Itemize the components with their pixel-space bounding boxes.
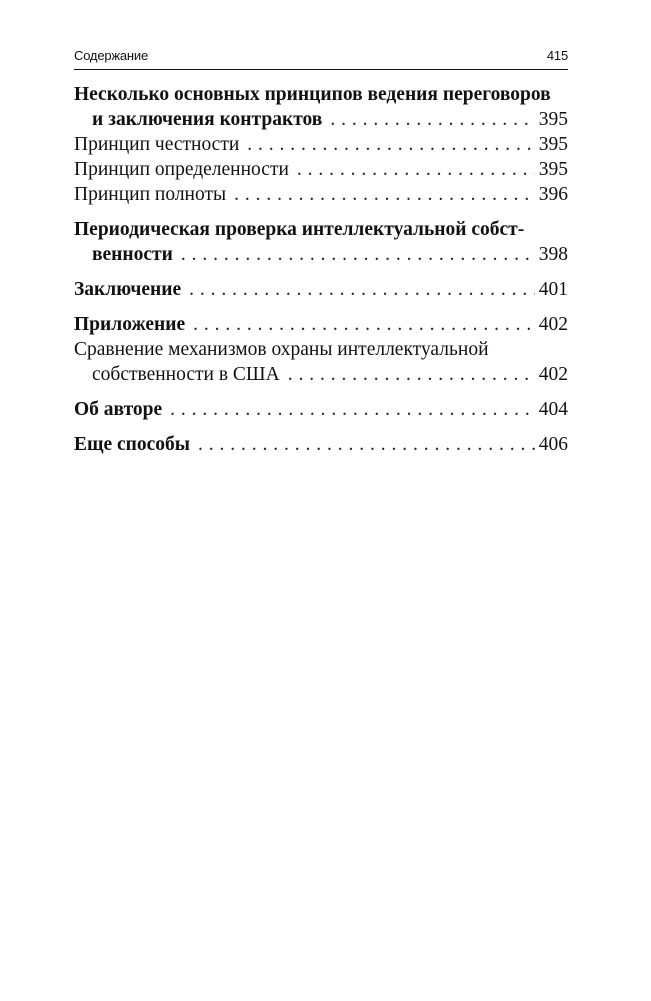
toc-entry-certainty-principle[interactable]	[74, 157, 568, 182]
section-gap	[74, 302, 568, 312]
toc-entry-page: 404	[538, 399, 568, 420]
toc-entry-title: Принцип определенности	[74, 159, 289, 180]
section-gap	[74, 387, 568, 397]
toc-entry-title-line: и заключения контрактов	[92, 109, 323, 130]
toc-entry-page: 401	[538, 279, 568, 300]
toc-entry-line	[74, 277, 568, 302]
toc-entry-title: Заключение	[74, 279, 182, 300]
toc-entry-ip-review[interactable]	[74, 217, 568, 267]
toc-entry-page: 398	[538, 244, 568, 265]
section-gap	[74, 207, 568, 217]
toc-entry-line	[74, 312, 568, 337]
toc-entry-negotiation-principles[interactable]	[74, 82, 568, 132]
toc-entry-title-line: собственности в США	[92, 364, 280, 385]
toc-entry-line	[74, 82, 568, 107]
toc-entry-about-author[interactable]	[74, 397, 568, 422]
dot-leader	[234, 182, 535, 207]
toc-entry-line	[74, 242, 568, 267]
dot-leader	[193, 312, 535, 337]
dot-leader	[189, 277, 535, 302]
toc-entry-title-line: Сравнение механизмов охраны интеллектуальной	[74, 339, 489, 360]
header-rule	[74, 69, 568, 70]
dot-leader	[288, 362, 535, 387]
dot-leader	[181, 242, 535, 267]
toc-entry-ip-protection-comparison[interactable]	[74, 337, 568, 387]
toc-entry-honesty-principle[interactable]	[74, 132, 568, 157]
toc-entry-title: Принцип полноты	[74, 184, 227, 205]
toc-entry-line	[74, 217, 568, 242]
section-gap	[74, 422, 568, 432]
table-of-contents	[74, 82, 568, 457]
toc-entry-title-line: венности	[92, 244, 173, 265]
toc-entry-line	[74, 337, 568, 362]
running-head-page-number: 415	[546, 48, 568, 63]
dot-leader	[330, 107, 534, 132]
toc-entry-title: Об авторе	[74, 399, 163, 420]
toc-entry-line	[74, 397, 568, 422]
dot-leader	[198, 432, 535, 457]
toc-entry-page: 402	[538, 314, 568, 335]
toc-entry-conclusion[interactable]	[74, 277, 568, 302]
toc-entry-title: Принцип честности	[74, 134, 240, 155]
toc-entry-appendix[interactable]	[74, 312, 568, 337]
section-gap	[74, 267, 568, 277]
toc-entry-line	[74, 132, 568, 157]
dot-leader	[247, 132, 534, 157]
toc-entry-line	[74, 157, 568, 182]
toc-entry-page: 396	[538, 184, 568, 205]
toc-entry-page: 395	[538, 159, 568, 180]
toc-entry-line	[74, 362, 568, 387]
toc-entry-page: 395	[538, 134, 568, 155]
toc-entry-title-line: Несколько основных принципов ведения переговоров	[74, 84, 551, 105]
toc-entry-title-line: Периодическая проверка интеллектуальной собст-	[74, 219, 525, 240]
toc-entry-completeness-principle[interactable]	[74, 182, 568, 207]
toc-entry-more-ways[interactable]	[74, 432, 568, 457]
toc-entry-page: 395	[538, 109, 568, 130]
toc-entry-page: 402	[538, 364, 568, 385]
toc-entry-title: Приложение	[74, 314, 186, 335]
dot-leader	[297, 157, 535, 182]
toc-entry-line	[74, 182, 568, 207]
toc-entry-line	[74, 432, 568, 457]
toc-entry-title: Еще способы	[74, 434, 191, 455]
running-head-title: Содержание	[74, 48, 148, 63]
running-head	[74, 48, 568, 68]
toc-entry-line	[74, 107, 568, 132]
dot-leader	[170, 397, 535, 422]
toc-entry-page: 406	[538, 434, 568, 455]
